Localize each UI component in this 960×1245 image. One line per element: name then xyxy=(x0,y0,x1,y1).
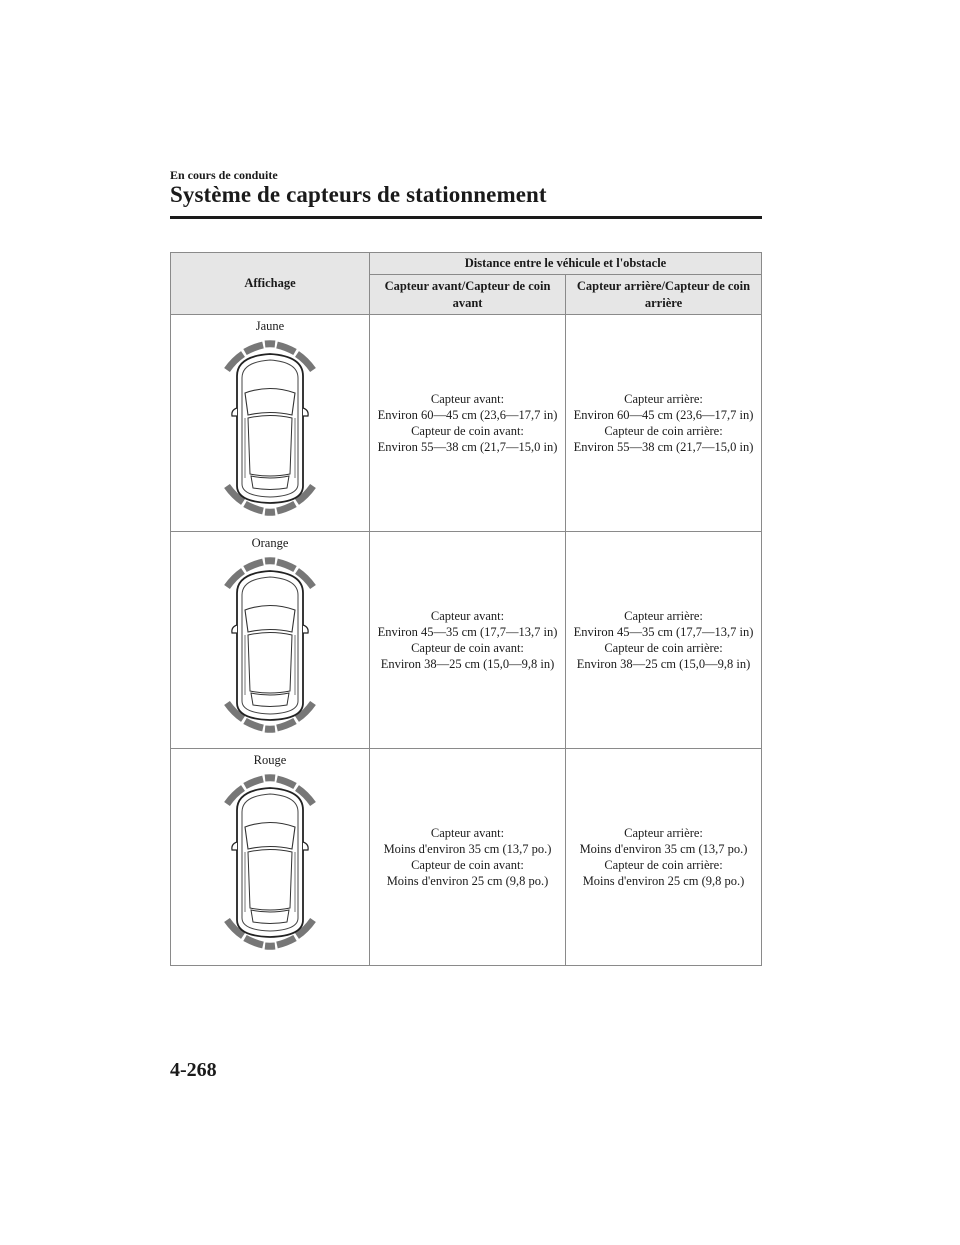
rear-distance-cell xyxy=(566,532,762,749)
rear-sensor-range: Environ 45―35 cm (17,7―13,7 in) xyxy=(573,624,754,639)
rear-corner-label: Capteur de coin arrière: xyxy=(604,858,723,872)
header-distance: Distance entre le véhicule et l'obstacle xyxy=(370,253,762,275)
sensor-distance-table xyxy=(170,252,762,966)
front-sensor-range: Environ 45―35 cm (17,7―13,7 in) xyxy=(377,624,558,639)
front-sensor-range: Environ 60―45 cm (23,6―17,7 in) xyxy=(377,407,558,422)
rear-corner-range: Moins d'environ 25 cm (9,8 po.) xyxy=(582,874,745,889)
display-cell xyxy=(171,532,370,749)
car-top-view-icon xyxy=(223,555,317,735)
table-row xyxy=(171,315,762,532)
color-label: Rouge xyxy=(253,753,287,767)
rear-corner-label: Capteur de coin arrière: xyxy=(604,641,723,655)
rear-sensor-range: Environ 60―45 cm (23,6―17,7 in) xyxy=(573,407,754,422)
front-distance-cell xyxy=(370,532,566,749)
front-distance-cell xyxy=(370,749,566,966)
section-label: En cours de conduite xyxy=(170,168,278,182)
front-sensor-label: Capteur avant: xyxy=(430,825,505,840)
rear-corner-range: Environ 38―25 cm (15,0―9,8 in) xyxy=(576,657,751,672)
front-corner-range: Moins d'environ 25 cm (9,8 po.) xyxy=(386,874,549,889)
front-corner-label: Capteur de coin avant: xyxy=(411,424,524,438)
front-corner-range: Environ 55―38 cm (21,7―15,0 in) xyxy=(377,440,558,455)
rear-distance-cell xyxy=(566,749,762,966)
front-sensor-label: Capteur avant: xyxy=(430,608,505,623)
front-sensor-range: Moins d'environ 35 cm (13,7 po.) xyxy=(383,841,552,856)
car-top-view-icon xyxy=(223,338,317,518)
header-rear-sensor: Capteur arrière/Capteur de coin arrière xyxy=(566,275,762,315)
rear-corner-range: Environ 55―38 cm (21,7―15,0 in) xyxy=(573,440,754,455)
color-label: Orange xyxy=(251,536,289,550)
table-row xyxy=(171,749,762,966)
rear-sensor-label: Capteur arrière: xyxy=(624,391,703,406)
rear-sensor-range: Moins d'environ 35 cm (13,7 po.) xyxy=(579,841,748,856)
table-row xyxy=(171,532,762,749)
front-sensor-label: Capteur avant: xyxy=(430,391,505,406)
page-number: 4-268 xyxy=(170,1059,217,1081)
front-distance-cell xyxy=(370,315,566,532)
title-rule xyxy=(170,216,762,219)
front-corner-label: Capteur de coin avant: xyxy=(411,858,524,872)
car-top-view-icon xyxy=(223,772,317,952)
rear-corner-label: Capteur de coin arrière: xyxy=(604,424,723,438)
header-front-sensor: Capteur avant/Capteur de coin avant xyxy=(370,275,566,315)
display-cell xyxy=(171,315,370,532)
front-corner-range: Environ 38―25 cm (15,0―9,8 in) xyxy=(380,657,555,672)
rear-sensor-label: Capteur arrière: xyxy=(624,825,703,840)
display-cell xyxy=(171,749,370,966)
page-title: Système de capteurs de stationnement xyxy=(170,182,547,207)
header-display: Affichage xyxy=(171,253,370,315)
rear-sensor-label: Capteur arrière: xyxy=(624,608,703,623)
front-corner-label: Capteur de coin avant: xyxy=(411,641,524,655)
rear-distance-cell xyxy=(566,315,762,532)
color-label: Jaune xyxy=(255,319,285,333)
